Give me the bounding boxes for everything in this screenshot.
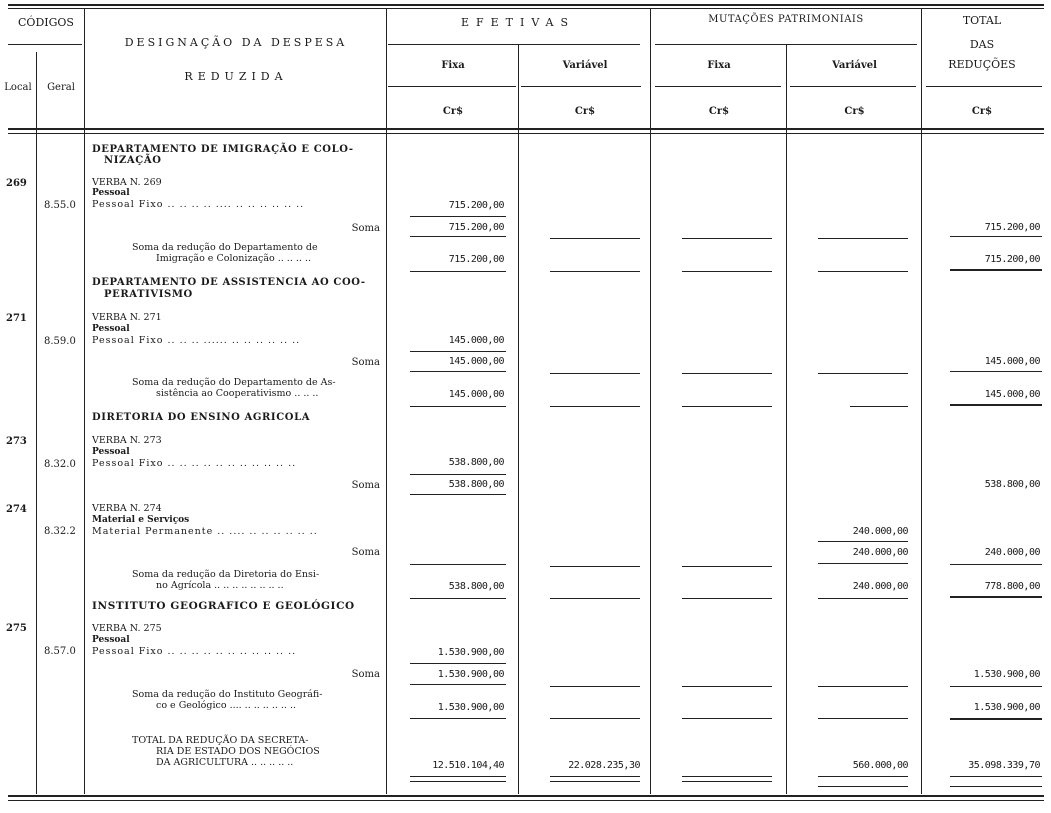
reducao-value: 715.200,00 xyxy=(448,254,504,265)
soma-value: 715.200,00 xyxy=(448,222,504,233)
verba-label: VERBA N. 271 xyxy=(92,312,162,323)
grand-total-label: TOTAL DA REDUÇÃO DA SECRETA- xyxy=(132,735,309,746)
header-currency-4: Cr$ xyxy=(844,106,865,117)
verba-label: VERBA N. 273 xyxy=(92,435,162,446)
soma-value: 538.800,00 xyxy=(448,479,504,490)
item-value: 715.200,00 xyxy=(448,200,504,211)
soma-value: 145.000,00 xyxy=(448,356,504,367)
geral-code: 8.59.0 xyxy=(44,336,76,347)
item-value: 240.000,00 xyxy=(852,526,908,537)
item-desc: Material Permanente .. .... .. .. .. .. .. .. xyxy=(92,526,318,537)
soma-label: Soma xyxy=(351,223,380,234)
header-mutacoes-fixa: Fixa xyxy=(707,60,731,71)
reducao-value: 538.800,00 xyxy=(448,581,504,592)
item-desc: Pessoal Fixo .. .. .. ...... .. .. .. .. .. .. xyxy=(92,335,301,346)
grand-total-mutacoes-variavel: 560.000,00 xyxy=(852,760,908,771)
geral-code: 8.32.0 xyxy=(44,459,76,470)
header-efetivas-fixa: Fixa xyxy=(441,60,465,71)
soma-total: 538.800,00 xyxy=(984,479,1040,490)
item-value: 538.800,00 xyxy=(448,457,504,468)
header-designacao: DESIGNAÇÃO DA DESPESA xyxy=(124,36,348,49)
header-currency-1: Cr$ xyxy=(442,106,464,117)
header-total: TOTAL xyxy=(962,14,1002,27)
header-mutacoes: MUTAÇÕES PATRIMONIAIS xyxy=(708,14,864,25)
verba-label: VERBA N. 274 xyxy=(92,503,162,514)
reducao-total: 145.000,00 xyxy=(984,389,1040,400)
local-code: 274 xyxy=(6,504,27,515)
geral-code: 8.32.2 xyxy=(44,526,76,537)
reducao-value-mutacoes: 240.000,00 xyxy=(852,581,908,592)
geral-code: 8.55.0 xyxy=(44,200,76,211)
header-local: Local xyxy=(4,82,32,93)
soma-label: Soma xyxy=(351,669,380,680)
grand-total-efetivas-variavel: 22.028.235,30 xyxy=(568,760,640,771)
item-value: 1.530.900,00 xyxy=(437,647,504,658)
reducao-desc: Soma da redução do Departamento de xyxy=(132,242,318,253)
header-reduzida: REDUZIDA xyxy=(184,70,288,83)
dept-title-cont: PERATIVISMO xyxy=(104,289,193,300)
header-geral: Geral xyxy=(47,82,75,93)
reducao-desc-cont: no Agrícola .. .. .. .. .. .. .. .. xyxy=(156,580,284,591)
reducao-value: 145.000,00 xyxy=(448,389,504,400)
verba-category: Material e Serviços xyxy=(92,515,190,525)
dept-title: DIRETORIA DO ENSINO AGRICOLA xyxy=(92,412,311,423)
reducao-total: 715.200,00 xyxy=(984,254,1040,265)
grand-total-label-cont2: DA AGRICULTURA .. .. .. .. .. xyxy=(156,757,294,768)
dept-title: DEPARTAMENTO DE IMIGRAÇÃO E COLO- xyxy=(92,144,354,155)
soma-total: 145.000,00 xyxy=(984,356,1040,367)
item-desc: Pessoal Fixo .. .. .. .. .. .. .. .. .. .. .. xyxy=(92,646,297,657)
reducao-desc-cont: Imigração e Colonização .. .. .. .. xyxy=(156,253,311,264)
grand-total-label-cont: RIA DE ESTADO DOS NEGÓCIOS xyxy=(156,746,320,757)
soma-label: Soma xyxy=(351,480,380,491)
verba-category: Pessoal xyxy=(92,324,130,334)
soma-value: 1.530.900,00 xyxy=(437,669,504,680)
soma-label: Soma xyxy=(351,547,380,558)
grand-total-efetivas-fixa: 12.510.104,40 xyxy=(432,760,504,771)
verba-label: VERBA N. 275 xyxy=(92,623,162,634)
verba-category: Pessoal xyxy=(92,188,130,198)
header-currency-2: Cr$ xyxy=(574,106,596,117)
dept-title: DEPARTAMENTO DE ASSISTENCIA AO COO- xyxy=(92,277,366,288)
header-efetivas-variavel: Variável xyxy=(562,60,608,71)
item-desc: Pessoal Fixo .. .. .. .. .. .. .. .. .. .. .. xyxy=(92,458,297,469)
header-currency-3: Cr$ xyxy=(708,106,730,117)
verba-category: Pessoal xyxy=(92,447,130,457)
header-efetivas: EFETIVAS xyxy=(460,16,576,29)
dept-title: INSTITUTO GEOGRAFICO E GEOLÓGICO xyxy=(92,600,355,612)
header-codigos: CÓDIGOS xyxy=(18,16,74,29)
header-reducoes: REDUÇÕES xyxy=(948,58,1016,71)
soma-total: 715.200,00 xyxy=(984,222,1040,233)
header-currency-5: Cr$ xyxy=(971,106,993,117)
geral-code: 8.57.0 xyxy=(44,646,76,657)
verba-category: Pessoal xyxy=(92,635,130,645)
item-value: 145.000,00 xyxy=(448,335,504,346)
header-mutacoes-variavel: Variável xyxy=(832,60,877,71)
reducao-desc: Soma da redução do Departamento de As- xyxy=(132,377,336,388)
reducao-desc-cont: sistência ao Cooperativismo .. .. .. xyxy=(156,388,319,399)
reducao-desc-cont: co e Geológico .... .. .. .. .. .. .. xyxy=(156,700,297,711)
soma-value: 240.000,00 xyxy=(852,547,908,558)
reducao-total: 1.530.900,00 xyxy=(973,702,1040,713)
local-code: 275 xyxy=(6,623,27,634)
reducao-desc: Soma da redução da Diretoria do Ensi- xyxy=(132,569,320,580)
local-code: 269 xyxy=(6,178,27,189)
reducao-value: 1.530.900,00 xyxy=(437,702,504,713)
dept-title-cont: NIZAÇÃO xyxy=(104,155,162,166)
soma-total: 1.530.900,00 xyxy=(973,669,1040,680)
soma-total: 240.000,00 xyxy=(984,547,1040,558)
reducao-total: 778.800,00 xyxy=(984,581,1040,592)
local-code: 271 xyxy=(6,313,27,324)
local-code: 273 xyxy=(6,436,27,447)
header-das: DAS xyxy=(969,38,995,51)
soma-label: Soma xyxy=(351,357,380,368)
item-desc: Pessoal Fixo .. .. .. .. .... .. .. .. .. .. .. xyxy=(92,199,305,210)
reducao-desc: Soma da redução do Instituto Geográfi- xyxy=(132,689,323,700)
grand-total-reducoes: 35.098.339,70 xyxy=(968,760,1040,771)
verba-label: VERBA N. 269 xyxy=(92,177,162,188)
